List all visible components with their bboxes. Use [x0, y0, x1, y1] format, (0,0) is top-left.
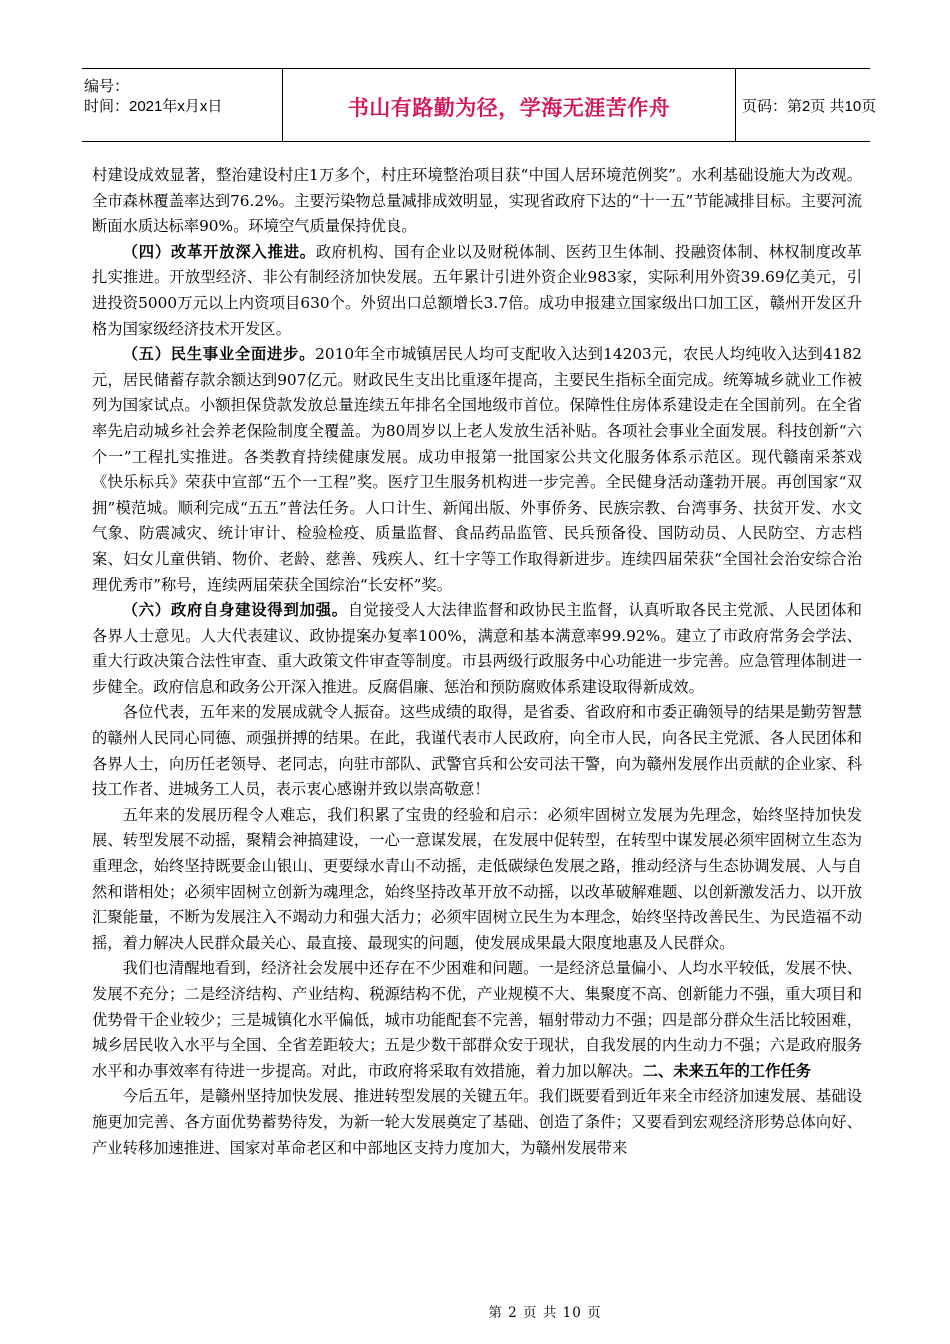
document-date-label: 时间：2021年x月x日: [84, 98, 223, 115]
paragraph-7: [92, 956, 862, 1084]
page-header: [82, 68, 877, 142]
paragraph-text: 五年来的发展历程令人难忘，我们积累了宝贵的经验和启示：必须牢固树立发展为先理念，始终坚持加快发展、转型发展不动摇，聚精会神搞建设，一心一意谋发展，在发展中促转型，在转型中谋发展必须牢固树立生态为重理念，始终坚持既要金山银山、更要绿水青山不动摇，走低碳绿色发展之路，推动经济与生态协调发展、人与自然和谐相处；必须牢固树立创新为魂理念，始终坚持改革开放不动摇，以改革破解难题、以创新激发活力、以开放汇聚能量，不断为发展注入不竭动力和强大活力；必须牢固树立民生为本理念，始终坚持改善民生、为民造福不动摇，着力解决人民群众最关心、最直接、最现实的问题，使发展成果最大限度地惠及人民群众。: [92, 805, 862, 952]
header-meta: [82, 69, 280, 141]
paragraph-text: 2010年全市城镇居民人均可支配收入达到14203元，农民人均纯收入达到4182元，居民储蓄存款余额达到907亿元。财政民生支出比重逐年提高，主要民生指标全面完成。统筹城乡就业工作被列为国家试点。小额担保贷款发放总量连续五年排名全国地级市首位。保障性住房体系建设走在全国前列。在全省率先启动城乡社会养老保险制度全覆盖。为80周岁以上老人发放生活补贴。各项社会事业全面发展。科技创新“六个一”工程扎实推进。各类教育持续健康发展。成功申报第一批国家公共文化服务体系示范区。现代赣南采茶戏《快乐标兵》荣获中宣部“五个一工程”奖。医疗卫生服务机构进一步完善。全民健身活动蓬勃开展。再创国家“双拥”模范城。顺利完成“五五”普法任务。人口计生、新闻出版、外事侨务、民族宗教、台湾事务、扶贫开发、水文气象、防震减灾、统计审计、检验检疫、质量监督、食品药品监管、民兵预备役、国防动员、人民防空、方志档案、妇女儿童供销、物价、老龄、慈善、残疾人、红十字等工作取得新进步。连续四届荣获“全国社会治安综合治理优秀市”称号，连续两届荣获全国综治“长安杯”奖。: [92, 345, 862, 594]
paragraph-text: 村建设成效显著，整治建设村庄1万多个，村庄环境整治项目获“中国人居环境范例奖”。水利基础设施大为改观。全市森林覆盖率达到76.2%。主要污染物总量减排成效明显，实现省政府下达的“十一五”节能减排目标。主要河流断面水质达标率90%。环境空气质量保持优良。: [92, 166, 862, 236]
paragraph-3: [92, 342, 862, 598]
header-slogan: 书山有路勤为径，学海无涯苦作舟: [347, 96, 671, 120]
paragraph-text: 各位代表，五年来的发展成就令人振奋。这些成绩的取得，是省委、省政府和市委正确领导的结果是勤劳智慧的赣州人民同心同德、顽强拼搏的结果。在此，我谨代表市人民政府，向全市人民，向各民主党派、各人民团体和各界人士，向历任老领导、老同志，向驻市部队、武警官兵和公安司法干警，向为赣州发展作出贡献的企业家、科技工作者、进城务工人员，表示衷心感谢并致以崇高敬意！: [92, 703, 862, 799]
paragraph-1: [92, 163, 862, 240]
paragraph-text: 政府机构、国有企业以及财税体制、医药卫生体制、投融资体制、林权制度改革扎实推进。开放型经济、非公有制经济加快发展。五年累计引进外资企业983家，实际利用外资39.69亿美元，引进投资5000万元以上内资项目630个。外贸出口总额增长3.7倍。成功申报建立国家级出口加工区，赣州开发区升格为国家级经济技术开发区。: [92, 242, 862, 338]
paragraph-6: [92, 803, 862, 957]
section-heading-livelihood: （五）民生事业全面进步。: [122, 345, 316, 364]
header-page-cell: [736, 69, 877, 141]
paragraph-2: [92, 240, 862, 342]
header-page-info: 页码：第2页 共10页: [742, 98, 877, 115]
paragraph-8: [92, 1084, 862, 1161]
paragraph-text: 今后五年，是赣州坚持加快发展、推进转型发展的关键五年。我们既要看到近年来全市经济加速发展、基础设施更加完善、各方面优势蓄势待发，为新一轮大发展奠定了基础、创造了条件；又要看到宏观经济形势总体向好、产业转移加速推进、国家对革命老区和中部地区支持力度加大，为赣州发展带来: [92, 1087, 862, 1157]
paragraph-4: [92, 598, 862, 700]
paragraph-text: 自觉接受人大法律监督和政协民主监督，认真听取各民主党派、人民团体和各界人士意见。人大代表建议、政协提案办复率100%，满意和基本满意率99.92%。建立了市政府常务会学法、重大行政决策合法性审查、重大政策文件审查等制度。市县两级行政服务中心功能进一步完善。应急管理体制进一步健全。政府信息和政务公开深入推进。反腐倡廉、惩治和预防腐败体系建设取得新成效。: [92, 601, 862, 696]
chapter-heading: 二、未来五年的工作任务: [642, 1061, 811, 1080]
section-heading-government: （六）政府自身建设得到加强。: [122, 601, 348, 620]
paragraph-5: [92, 700, 862, 802]
document-body: [92, 163, 862, 1161]
header-slogan-cell: [282, 69, 736, 141]
document-number-label: 编号：: [84, 78, 130, 95]
section-heading-reform: （四）改革开放深入推进。: [122, 242, 316, 261]
page-footer: 第 2 页 共 10 页: [488, 1305, 602, 1321]
paragraph-text: 我们也清醒地看到，经济社会发展中还存在不少困难和问题。一是经济总量偏小、人均水平较低，发展不快、发展不充分；二是经济结构、产业结构、税源结构不优，产业规模不大、集聚度不高、创新能力不强，重大项目和优势骨干企业较少；三是城镇化水平偏低，城市功能配套不完善，辐射带动力不强；四是部分群众生活比较困难，城乡居民收入水平与全国、全省差距较大；五是少数干部群众安于现状，自我发展的内生动力不强；六是政府服务水平和办事效率有待进一步提高。对此，市政府将采取有效措施，着力加以解决。: [92, 959, 862, 1080]
